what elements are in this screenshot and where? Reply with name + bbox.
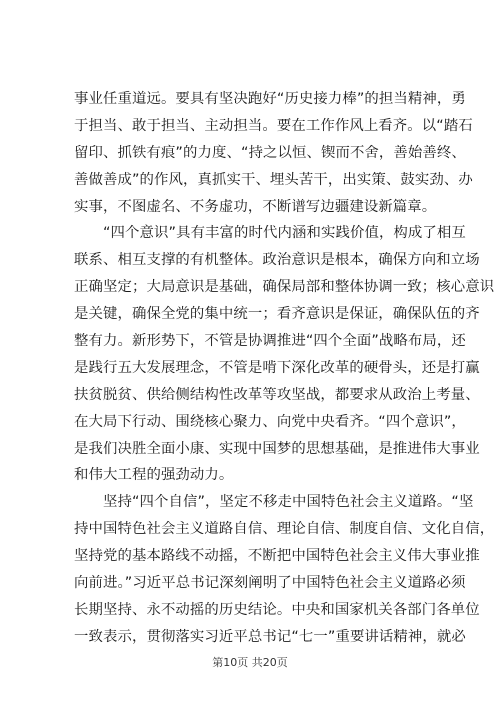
text-line: 持中国特色社会主义道路自信、理论自信、制度自信、文化自信， [74,521,495,538]
text-line: 和伟大工程的强劲动力。 [74,467,234,484]
text-line: 长期坚持、永不动摇的历史结论。中央和国家机关各部门各单位 [74,601,480,618]
text-line: 善做善成”的作风，真抓实干、埋头苦干，出实策、鼓实劲、办 [74,171,473,188]
page-footer: 第10页 共20页 [212,656,288,669]
text-line: 事业任重道远。要具有坚决跑好“历史接力棒”的担当精神，勇 [74,91,466,107]
text-line: 于担当、敢于担当、主动担当。要在工作作风上看齐。以“踏石 [74,117,473,134]
text-line: 在大局下行动、围绕核心聚力、向党中央看齐。“四个意识”， [74,413,466,430]
text-line: 一致表示，贯彻落实习近平总书记“七一”重要讲话精神，就必 [74,628,466,645]
text-line: 是关键，确保全党的集中统一；看齐意识是保证，确保队伍的齐 [74,306,480,323]
text-line: 实事，不图虚名、不务虚功，不断谱写边疆建设新篇章。 [74,198,437,215]
text-line: 正确坚定；大局意识是基础，确保局部和整体协调一致；核心意识 [74,279,495,296]
text-line: 向前进。”习近平总书记深刻阐明了中国特色社会主义道路必须 [74,575,466,592]
paragraph-start-line: 坚持“四个自信”，坚定不移走中国特色社会主义道路。“坚 [103,494,474,511]
text-line: 联系、相互支撑的有机整体。政治意识是根本，确保方向和立场 [74,252,480,269]
text-line: 是我们决胜全面小康、实现中国梦的思想基础，是推进伟大事业 [74,440,480,457]
text-line: 扶贫脱贫、供给侧结构性改革等攻坚战，都要求从政治上考量、 [74,386,480,403]
text-line: 是践行五大发展理念，不管是啃下深化改革的硬骨头，还是打赢 [74,359,480,376]
text-line: 坚持党的基本路线不动摇，不断把中国特色社会主义伟大事业推 [74,548,480,565]
text-line: 整有力。新形势下，不管是协调推进“四个全面”战略布局，还 [74,333,466,350]
paragraph-start-line: “四个意识”具有丰富的时代内涵和实践价值，构成了相互 [103,225,466,242]
body-text [74,86,495,651]
text-line: 留印、抓铁有痕”的力度、“持之以恒、锲而不舍，善始善终、 [74,144,466,161]
